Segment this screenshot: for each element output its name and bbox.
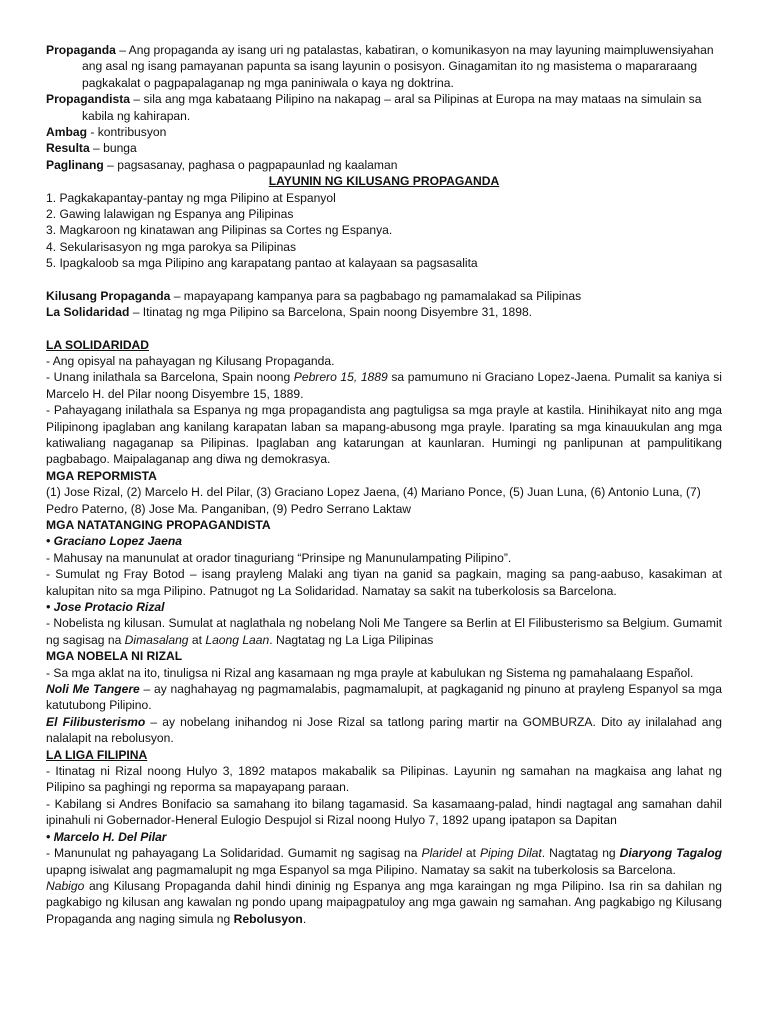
term-resulta: Resulta [46, 141, 90, 156]
text-ambag: - kontribusyon [87, 125, 167, 140]
document-page [46, 42, 722, 927]
noli-term: Noli Me Tangere [46, 682, 140, 697]
liga-line-1: - Itinatag ni Rizal noong Hulyo 3, 1892 matapos makabalik sa Pilipinas. Layunin ng samahan na magkaisa ang lahat ng Pilipino sa paghingi ng reporma sa mapayapang paraan. [46, 764, 722, 795]
rizal-pen-name-2: Laong Laan [205, 632, 270, 647]
marcelo-text-c: at [461, 846, 480, 861]
layunin-item-4: 4. Sekularisasyon ng mga parokya sa Pilipinas [46, 239, 297, 254]
marcelo-text-e: . Nagtatag ng [541, 846, 620, 861]
def-resulta [46, 140, 722, 156]
marcelo-diaryong-tagalog: Diaryong Tagalog [619, 846, 722, 861]
nabigo-rebolusyon: Rebolusyon [233, 911, 303, 926]
la-solidaridad-line-2 [46, 369, 722, 402]
term-ambag: Ambag [46, 125, 87, 140]
layunin-item-3: 3. Magkaroon ng kinatawan ang Pilipinas sa Cortes ng Espanya. [46, 223, 393, 238]
text-propagandista: – sila ang mga kabataang Pilipino na nakapag – aral sa Pilipinas at Europa na may mataas na simulain sa kabila ng kahirapan. [82, 92, 702, 123]
repormista-heading: MGA REPORMISTA [46, 468, 157, 483]
nabigo-text-c: . [302, 911, 307, 926]
spacer [46, 272, 722, 288]
def-ambag [46, 124, 722, 140]
marcelo-text-g: upapng isiwalat ang pagmamalupit ng mga Espanyol sa mga Pilipino. Namatay sa sakit na tuberkolosis sa Barcelona. [46, 862, 676, 877]
layunin-item-5: 5. Ipagkaloob sa mga Pilipino ang karapatang pantao at kalayaan sa pagsasalita [46, 256, 478, 271]
def-propaganda [46, 42, 722, 91]
graciano-line-1: - Mahusay na manunulat at orador tinaguriang “Prinsipe ng Manunulampating Pilipino”. [46, 550, 512, 565]
marcelo-pen-name-2: Piping Dilat [479, 846, 542, 861]
graciano-name: • Graciano Lopez Jaena [46, 534, 182, 549]
graciano-line-2: - Sumulat ng Fray Botod – isang prayleng Malaki ang tiyan na ganid sa pagkain, maging sa pang-aabuso, kasakiman at kalupitan nito sa mga Pilipino. Patnugot ng La Solidaridad. Namatay sa sakit na tuberkolosis sa Barcelona. [46, 567, 722, 598]
repormista-list: (1) Jose Rizal, (2) Marcelo H. del Pilar, (3) Graciano Lopez Jaena, (4) Mariano Ponce, (5) Juan Luna, (6) Antonio Luna, (7) Pedro Paterno, (8) Jose Ma. Panganiban, (9) Pedro Serrano Laktaw [46, 485, 701, 516]
nabigo-term: Nabigo [46, 878, 85, 893]
def-propagandista [46, 91, 722, 124]
rizal-name: • Jose Protacio Rizal [46, 600, 165, 614]
liga-line-2: - Kabilang si Andres Bonifacio sa samahang ito bilang tagamasid. Sa kasamaang-palad, hindi nagtagal ang samahan dahil ipinahuli ni Gobernador-Heneral Eulogio Despujol si Rizal noong Hulyo 7, 1892 upang ipatapon sa Dapitan [46, 796, 722, 828]
fili-def: – ay nobelang inihandog ni Jose Rizal sa tatlong paring martir na GOMBURZA. Dito ay inilalahad ang nalalapit na rebolusyon. [46, 714, 722, 746]
la-solidaridad-heading: LA SOLIDARIDAD [46, 337, 150, 352]
def-paglinang [46, 157, 722, 173]
natatangi-heading: MGA NATATANGING PROPAGANDISTA [46, 517, 271, 532]
la-solidaridad-date: Pebrero 15, 1889 [293, 370, 388, 385]
term-paglinang: Paglinang [46, 157, 104, 172]
marcelo-pen-name-1: Plaridel [421, 846, 462, 861]
term-kilusang-propaganda: Kilusang Propaganda [46, 288, 171, 303]
text-la-solidaridad: – Itinatag ng mga Pilipino sa Barcelona, Spain noong Disyembre 31, 1898. [129, 305, 533, 320]
la-solidaridad-line-2-a: - Unang inilathala sa Barcelona, Spain noong [46, 370, 294, 385]
layunin-heading: LAYUNIN NG KILUSANG PROPAGANDA [268, 174, 500, 189]
term-propagandista: Propagandista [46, 92, 131, 107]
nabigo-paragraph [46, 878, 722, 927]
spacer [46, 321, 722, 337]
def-la-solidaridad [46, 304, 722, 320]
text-kilusang-propaganda: – mapayapang kampanya para sa pagbabago ng pamamalakad sa Pilipinas [170, 288, 582, 303]
text-resulta: – bunga [89, 141, 137, 156]
text-propaganda: – Ang propaganda ay isang uri ng patalastas, kabatiran, o komunikasyon na may layuning maimpluwensiyahan ang asal ng isang pamayanan papunta sa isang layunin o posisyon. Ginagamitan ito ng masistema o mapararaang pagkakalat o pagpapalaganap ng mga paniniwala o kaya ng doktrina. [82, 43, 714, 90]
la-solidaridad-line-1: - Ang opisyal na pahayagan ng Kilusang Propaganda. [46, 353, 335, 368]
nobela-noli [46, 681, 722, 714]
marcelo-name: • Marcelo H. Del Pilar [46, 829, 167, 844]
layunin-item-2: 2. Gawing lalawigan ng Espanya ang Pilipinas [46, 207, 294, 222]
fili-term: El Filibusterismo [46, 714, 146, 729]
rizal-line-1-e: . Nagtatag ng La Liga Pilipinas [269, 632, 434, 647]
rizal-line-1-c: at [188, 632, 206, 647]
la-solidaridad-line-3: - Pahayagang inilathala sa Espanya ng mga propagandista ang pagtuligsa sa mga prayle at kastila. Hinihikayat nito ang mga Pilipinong ipaglaban ang kanilang karapatan laban sa mapang-abusong mga prayle. Iparating sa mga kinauukulan ang mga katiwaliang nagaganap sa Pilipinas. Ipaglaban ang katarungan at kaunlaran. Humingi ng panlipunan at pampulitikang pagbabago. Maipalaganap ang diwa ng demokrasya. [46, 403, 722, 467]
la-solidaridad-line-2-b: sa pamumuno ni Graciano Lopez-Jaena. Pumalit sa kaniya si Marcelo H. del Pilar noong Disyembre 15, 1889. [46, 370, 722, 401]
marcelo-text-a: - Manunulat ng pahayagang La Solidaridad. Gumamit ng sagisag na [46, 846, 422, 861]
nobela-heading: MGA NOBELA NI RIZAL [46, 649, 183, 664]
liga-heading: LA LIGA FILIPINA [46, 747, 148, 762]
marcelo-line [46, 845, 722, 878]
term-propaganda: Propaganda [46, 43, 116, 57]
nobela-fili [46, 714, 722, 747]
term-la-solidaridad: La Solidaridad [46, 305, 130, 320]
rizal-line-1-a: - Nobelista ng kilusan. Sumulat at naglathala ng nobelang Noli Me Tangere sa Berlin at El Filibusterismo sa Belgium. Gumamit ng sagisag na [46, 616, 722, 647]
nobela-line-1: - Sa mga aklat na ito, tinuligsa ni Rizal ang kasamaan ng mga prayle at kabulukan ng Sistema ng pamahalaang Español. [46, 665, 694, 680]
def-kilusang-propaganda [46, 288, 722, 304]
layunin-item-1: 1. Pagkakapantay-pantay ng mga Pilipino at Espanyol [46, 190, 336, 205]
rizal-line-1 [46, 615, 722, 648]
text-paglinang: – pagsasanay, paghasa o pagpapaunlad ng kaalaman [103, 157, 398, 172]
nabigo-text-a: ang Kilusang Propaganda dahil hindi dininig ng Espanya ang mga karaingan ng mga Pilipino. Isa rin sa dahilan ng pagkabigo ng kilusan ang kawalan ng pondo upang maipagpatuloy ang mga gawain ng samahan. Ang pagkabigo ng Kilusang Propaganda ang naging simula ng [46, 878, 722, 926]
noli-def: – ay naghahayag ng pagmamalabis, pagmamalupit, at pagkaganid ng pinuno at prayleng Espanyol sa mga katutubong Pilipino. [46, 682, 722, 713]
rizal-pen-name-1: Dimasalang [124, 632, 189, 647]
